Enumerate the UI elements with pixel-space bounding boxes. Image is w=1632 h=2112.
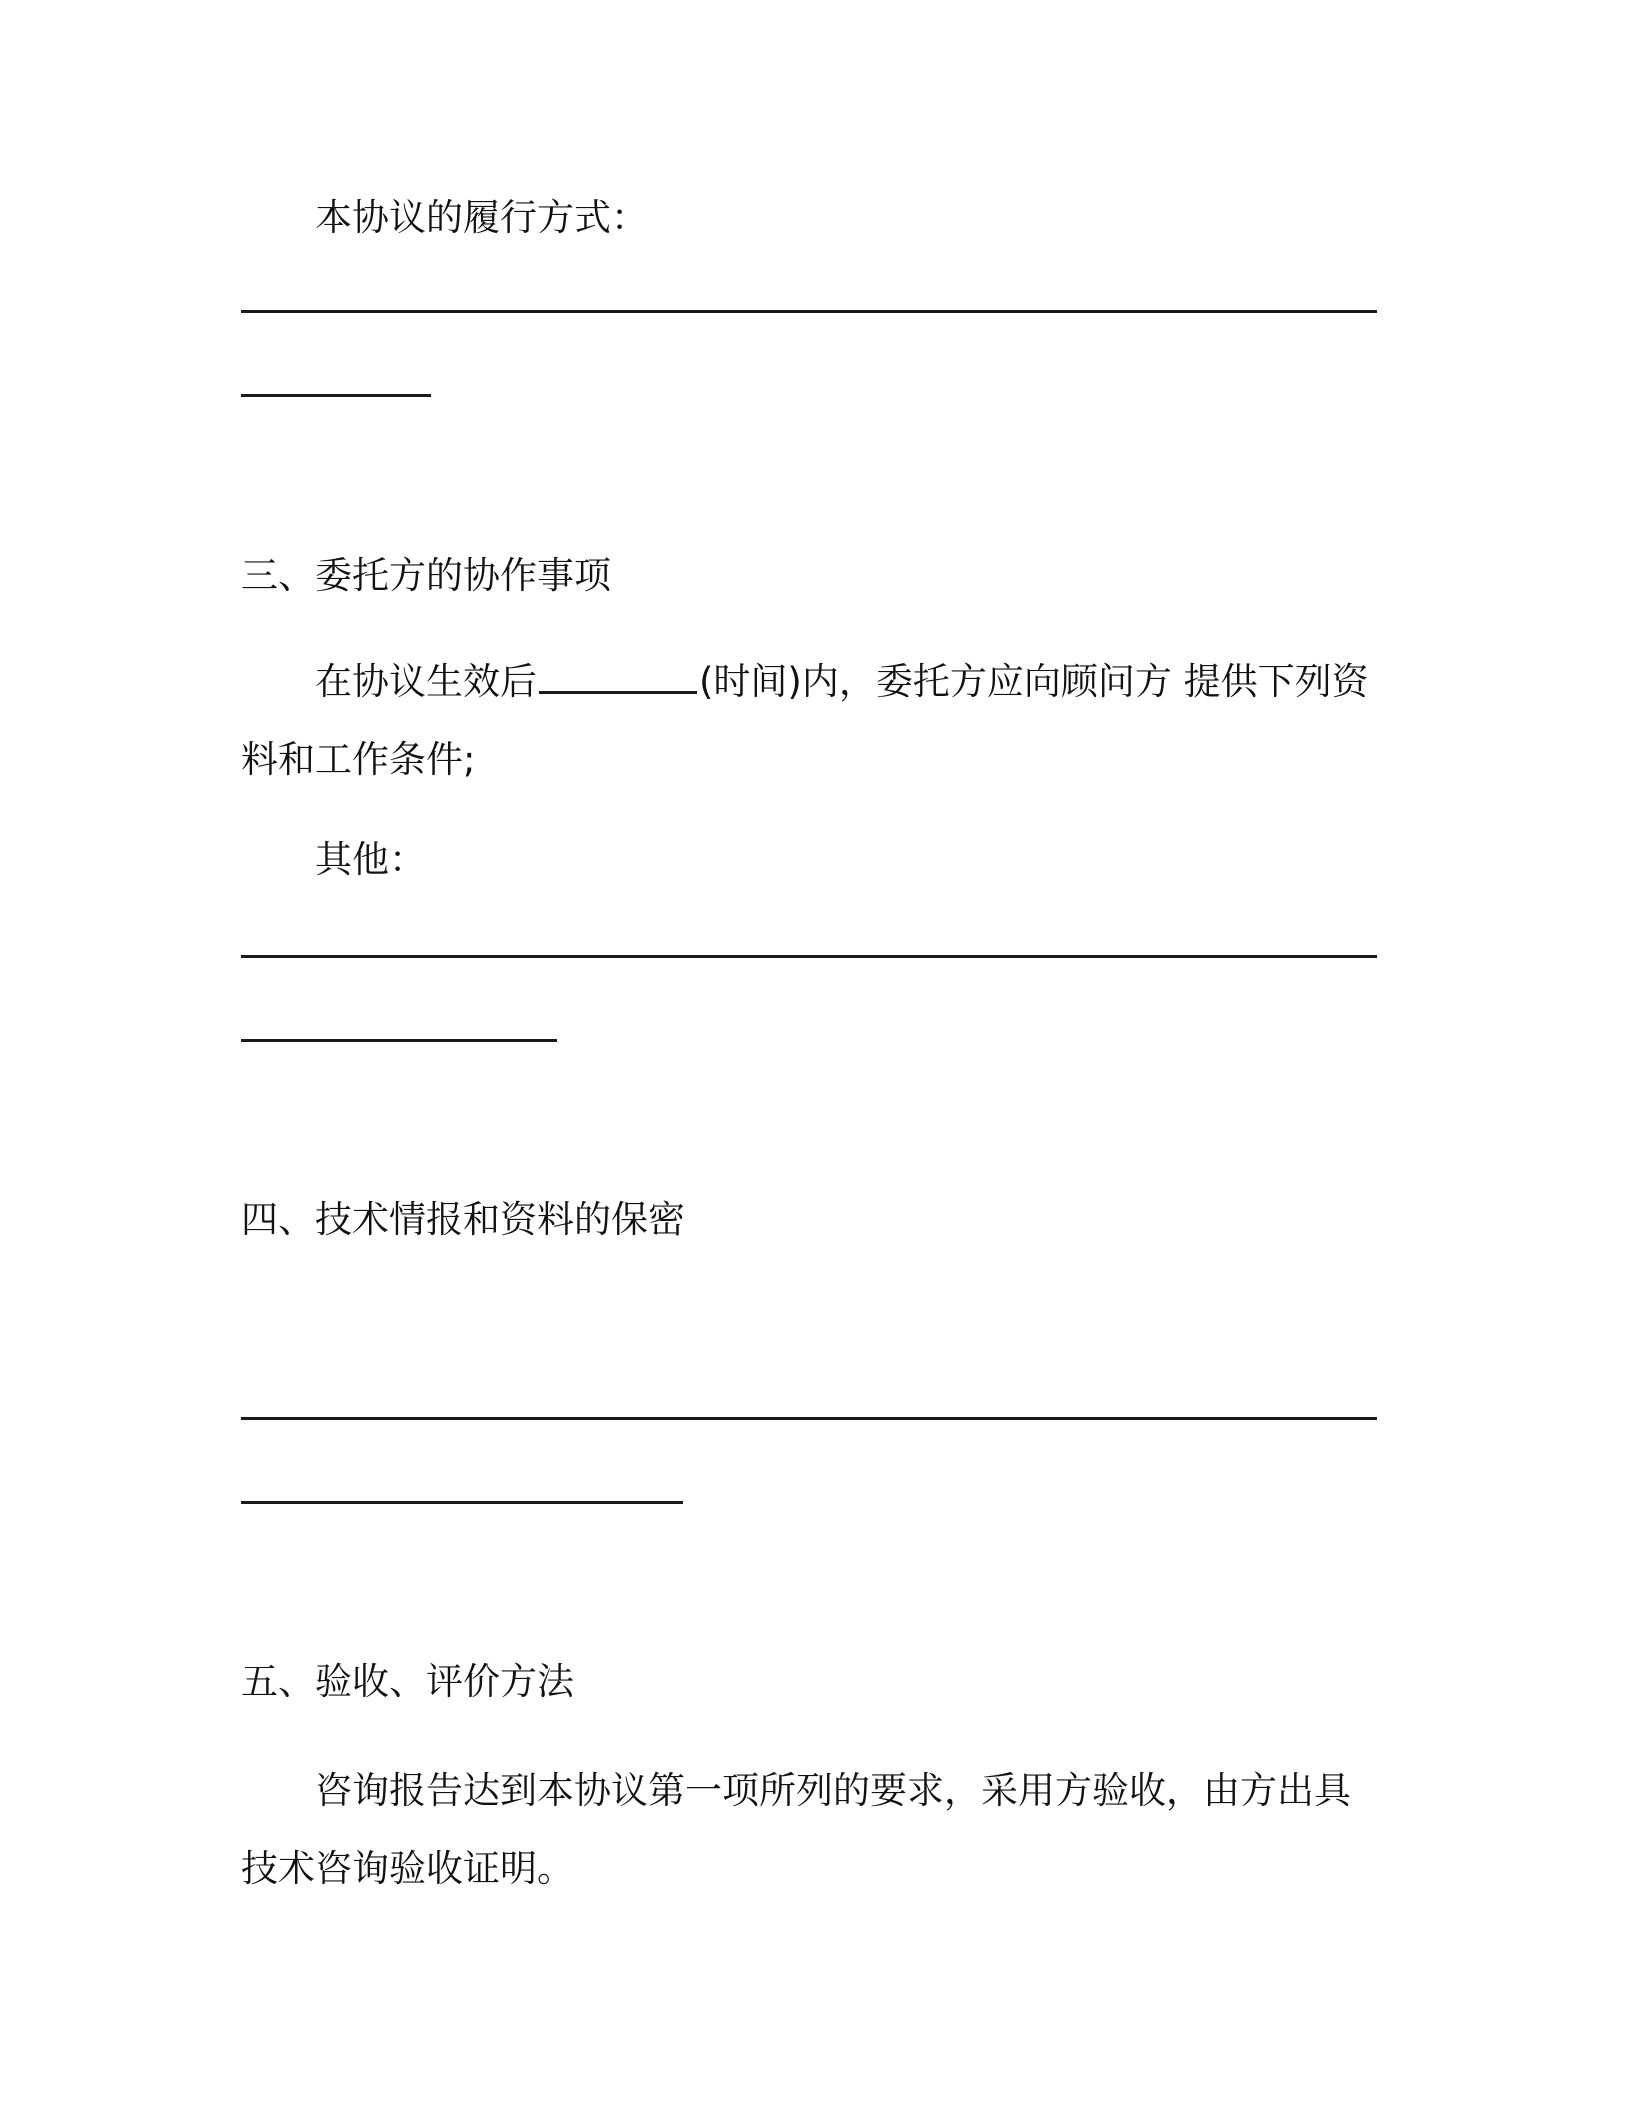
section-3-paragraph-line-1: [315, 658, 1369, 706]
time-blank-field[interactable]: [539, 661, 697, 694]
fill-line-continuation[interactable]: [241, 1501, 683, 1504]
fill-line[interactable]: [241, 1417, 1377, 1420]
fill-line[interactable]: [241, 955, 1377, 958]
section-5-heading: 五、验收、评价方法: [241, 1660, 574, 1703]
fill-line[interactable]: [241, 310, 1377, 313]
section-5-paragraph-line-1: 咨询报告达到本协议第一项所列的要求，采用方验收，由方出具: [315, 1769, 1351, 1812]
section-3-paragraph-line-2: 料和工作条件;: [241, 738, 476, 781]
section-4-heading: 四、技术情报和资料的保密: [241, 1198, 685, 1241]
fill-line-continuation[interactable]: [241, 394, 431, 397]
performance-method-label: 本协议的履行方式：: [315, 196, 648, 239]
paragraph-text: (时间)内，委托方应向顾问方 提供下列资: [699, 660, 1369, 703]
paragraph-text: 在协议生效后: [315, 660, 537, 703]
section-3-heading: 三、委托方的协作事项: [241, 554, 611, 597]
section-5-paragraph-line-2: 技术咨询验收证明。: [241, 1847, 574, 1890]
other-label: 其他：: [315, 838, 426, 881]
fill-line-continuation[interactable]: [241, 1039, 557, 1042]
